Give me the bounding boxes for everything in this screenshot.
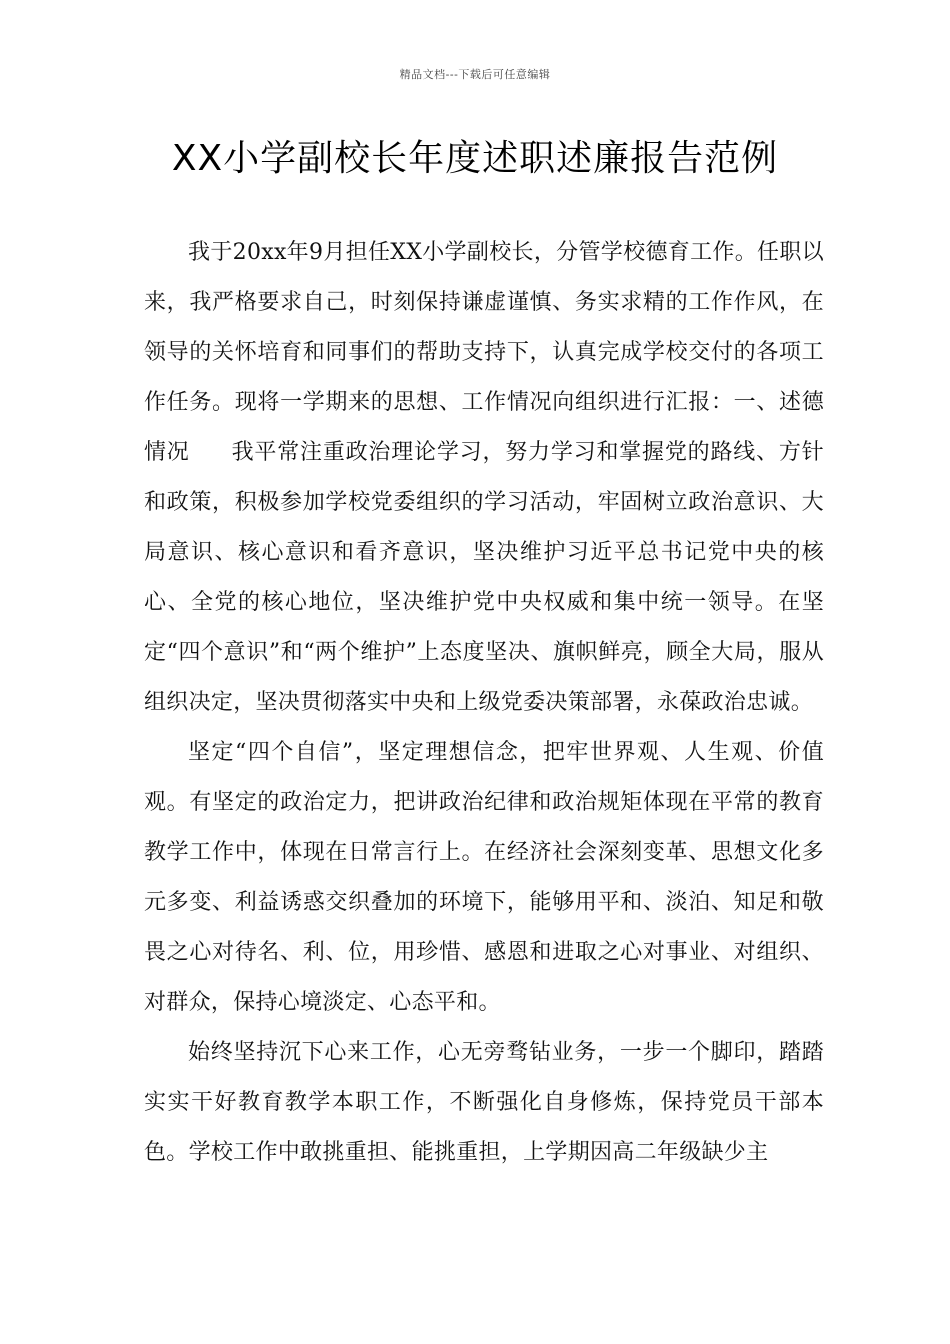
paragraph-four-confidences: 坚定“四个自信”，坚定理想信念，把牢世界观、人生观、价值观。有坚定的政治定力，把讲政治纪律和政治规矩体现在平常的教育教学工作中，体现在日常言行上。在经济社会深刻变革、思想文化多元多变、利益诱惑交织叠加的环境下，能够用平和、淡泊、知足和敬畏之心对待名、利、位，用珍惜、感恩和进取之心对事业、对组织、对群众，保持心境淡定、心态平和。 — [144, 740, 824, 1015]
section-heading-moral: 一、述德情况 — [144, 390, 824, 465]
section-body-moral: 我平常注重政治理论学习，努力学习和掌握党的路线、方针和政策，积极参加学校党委组织的学习活动，牢固树立政治意识、大局意识、核心意识和看齐意识，坚决维护习近平总书记党中央的核心、全党的核心地位，坚决维护党中央权威和集中统一领导。在坚定“四个意识”和“两个维护”上态度坚决、旗帜鲜亮，顾全大局，服从组织决定，坚决贯彻落实中央和上级党委决策部署，永葆政治忠诚。 — [144, 440, 824, 715]
header-note: 精品文档---下载后可任意编辑 — [399, 68, 551, 81]
paragraph-intro — [144, 228, 824, 728]
document-title: XX小学副校长年度述职述廉报告范例 — [171, 138, 779, 179]
document-body — [144, 228, 824, 1178]
paragraph-intro-text: 我于20xx年9月担任XX小学副校长，分管学校德育工作。任职以来，我严格要求自己，时刻保持谦虚谨慎、务实求精的工作作风，在领导的关怀培育和同事们的帮助支持下，认真完成学校交付的各项工作任务。现将一学期来的思想、工作情况向组织进行汇报： — [144, 240, 824, 415]
paragraph-work-attitude: 始终坚持沉下心来工作，心无旁骛钻业务，一步一个脚印，踏踏实实干好教育教学本职工作，不断强化自身修炼，保持党员干部本色。学校工作中敢挑重担、能挑重担，上学期因高二年级缺少主 — [144, 1040, 824, 1165]
